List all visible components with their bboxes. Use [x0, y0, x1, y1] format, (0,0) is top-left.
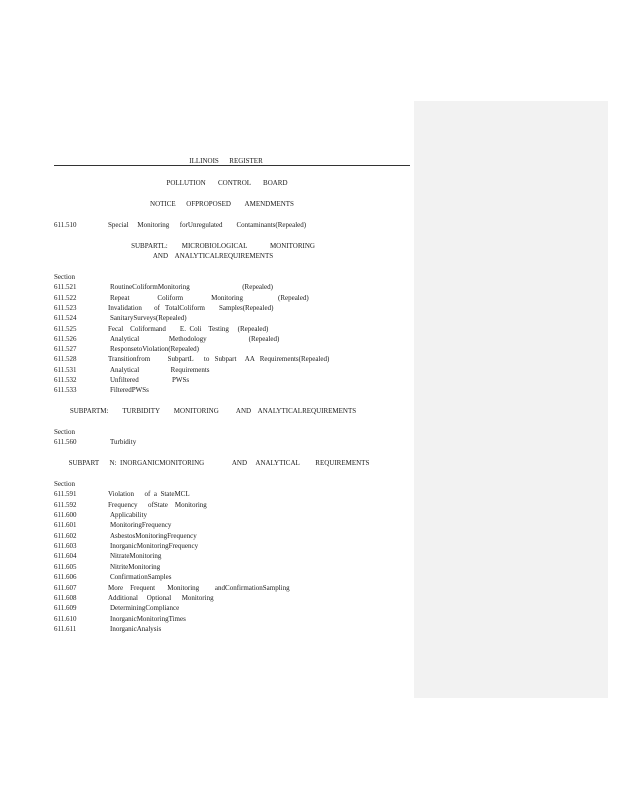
section-title: Repeat Coliform Monitoring (Repealed)	[110, 294, 309, 302]
section-title: DeterminingCompliance	[110, 604, 180, 612]
section-number: 611.531	[54, 366, 77, 374]
section-title: FilteredPWSs	[110, 386, 149, 394]
section-title: AsbestosMonitoringFrequency	[110, 532, 197, 540]
subpart-l-heading-line1: SUBPARTL: MICROBIOLOGICAL MONITORING	[131, 242, 315, 250]
section-label: Section	[54, 480, 75, 488]
section-number: 611.604	[54, 552, 77, 560]
section-number: 611.611	[54, 625, 77, 633]
section-title: Frequency ofState Monitoring	[108, 501, 207, 509]
section-label: Section	[54, 428, 75, 436]
section-number: 611.510	[54, 221, 77, 229]
section-number: 611.603	[54, 542, 77, 550]
section-number: 611.526	[54, 335, 77, 343]
section-title: NitrateMonitoring	[110, 552, 162, 560]
section-number: 611.524	[54, 314, 77, 322]
section-number: 611.601	[54, 521, 77, 529]
section-number: 611.606	[54, 573, 77, 581]
section-title: MonitoringFrequency	[110, 521, 172, 529]
section-number: 611.527	[54, 345, 77, 353]
section-label: Section	[54, 273, 75, 281]
section-number: 611.610	[54, 615, 77, 623]
section-title: Additional Optional Monitoring	[108, 594, 214, 602]
section-title: ResponsetoViolation(Repealed)	[110, 345, 200, 353]
register-header: ILLINOIS REGISTER	[189, 157, 263, 165]
section-title: InorganicAnalysis	[110, 625, 162, 633]
section-title: Transitionfrom SubpartL to Subpart AA Requirements(Repealed)	[108, 355, 330, 363]
subpart-n-heading: SUBPART N: INORGANICMONITORING AND ANALYTICAL REQUIREMENTS	[68, 459, 370, 467]
section-number: 611.522	[54, 294, 77, 302]
section-title: NitriteMonitoring	[110, 563, 161, 571]
section-title: SanitarySurveys(Repealed)	[110, 314, 187, 322]
section-number: 611.525	[54, 325, 77, 333]
section-title: Turbidity	[110, 438, 137, 446]
section-number: 611.560	[54, 438, 77, 446]
section-number: 611.521	[54, 283, 77, 291]
section-title: Unfiltered PWSs	[110, 376, 190, 384]
section-number: 611.605	[54, 563, 77, 571]
section-title: InorganicMonitoringTimes	[110, 615, 186, 623]
section-number: 611.523	[54, 304, 77, 312]
comment-margin-panel	[414, 101, 608, 698]
section-title: InorganicMonitoringFrequency	[110, 542, 199, 550]
section-number: 611.600	[54, 511, 77, 519]
section-number: 611.532	[54, 376, 77, 384]
section-title: Analytical Requirements	[110, 366, 210, 374]
section-title: Special Monitoring forUnregulated Contaminants(Repealed)	[108, 221, 307, 229]
section-title: RoutineColiformMonitoring (Repealed)	[110, 283, 273, 291]
header-rule	[54, 165, 410, 166]
section-title: Invalidation of TotalColiform Samples(Repealed)	[108, 304, 274, 312]
section-number: 611.602	[54, 532, 77, 540]
section-number: 611.592	[54, 501, 77, 509]
subpart-m-heading: SUBPARTM: TURBIDITY MONITORING AND ANALYTICALREQUIREMENTS	[69, 407, 357, 415]
section-title: More Frequent Monitoring andConfirmationSampling	[108, 584, 290, 592]
section-number: 611.528	[54, 355, 77, 363]
section-title: ConfirmationSamples	[110, 573, 172, 581]
notice-title: NOTICE OFPROPOSED AMENDMENTS	[150, 200, 294, 208]
section-title: Violation of a StateMCL	[108, 490, 190, 498]
board-name: POLLUTION CONTROL BOARD	[166, 179, 288, 187]
section-number: 611.533	[54, 386, 77, 394]
subpart-l-heading-line2: AND ANALYTICALREQUIREMENTS	[152, 252, 274, 260]
section-number: 611.608	[54, 594, 77, 602]
section-number: 611.609	[54, 604, 77, 612]
section-title: Fecal Coliformand E. Coli Testing (Repealed)	[108, 325, 269, 333]
section-number: 611.591	[54, 490, 77, 498]
section-title: Applicability	[110, 511, 147, 519]
section-number: 611.607	[54, 584, 77, 592]
section-title: Analytical Methodology (Repealed)	[110, 335, 280, 343]
